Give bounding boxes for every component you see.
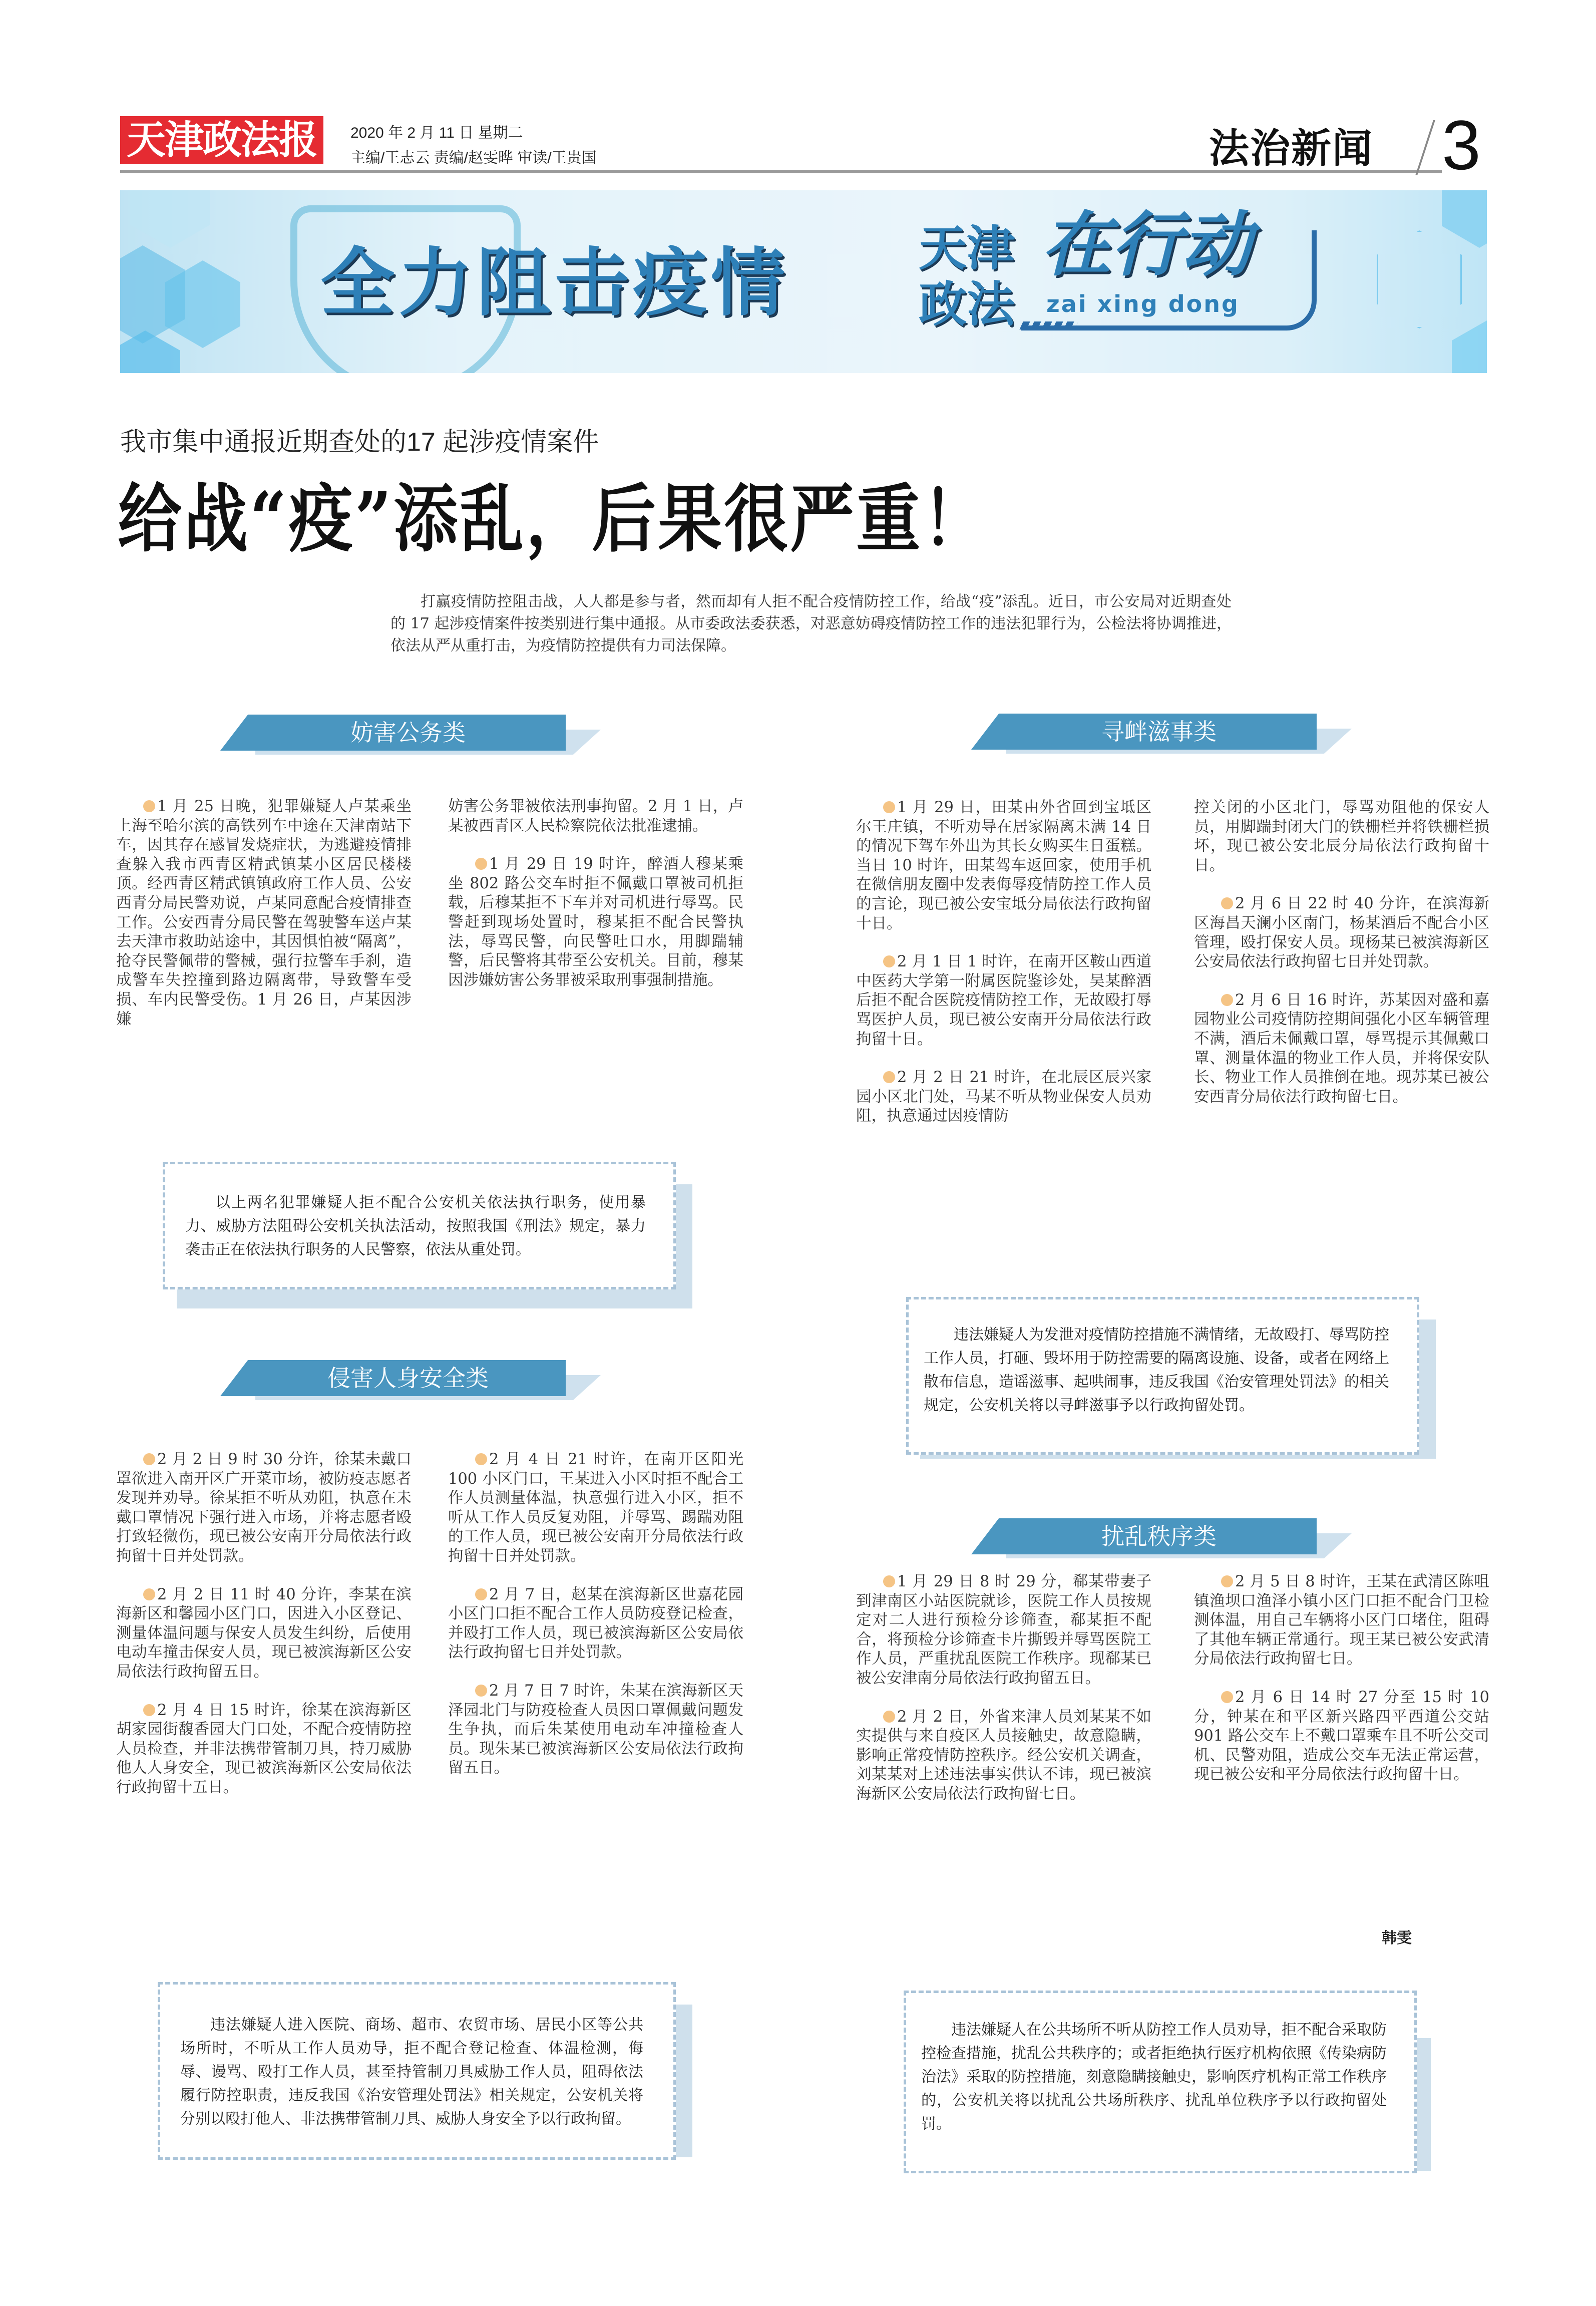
- hexagon-decoration: [1452, 320, 1487, 373]
- bullet-dot-icon: [883, 1575, 895, 1587]
- section-label: 寻衅滋事类: [1101, 718, 1217, 745]
- case-item: 2 月 7 日，赵某在滨海新区世嘉花园小区门口拒不配合工作人员防疫登记检查，并殴打工作人员，现已被滨海新区公安局依法行政拘留七日并处罚款。: [448, 1585, 743, 1662]
- case-item: 2 月 4 日 15 时许，徐某在滨海新区胡家园街馥香园大门口处，不配合疫情防控人员检查，并非法携带管制刀具，持刀威胁他人人身安全，现已被滨海新区公安局依法行政拘留十五日。: [116, 1701, 412, 1796]
- case-item: 2 月 2 日 21 时许，在北辰区辰兴家园小区北门处，马某不听从物业保安人员劝阻，执意通过因疫情防: [856, 1069, 1151, 1125]
- bullet-dot-icon: [475, 858, 487, 870]
- bullet-dot-icon: [475, 1685, 487, 1697]
- legal-note-text: 以上两名犯罪嫌疑人拒不配合公安机关依法执行职务，使用暴力、威胁方法阻碍公安机关执法活动，按照我国《刑法》规定，暴力袭击正在依法执行职务的人民警察，依法从重处罚。: [185, 1194, 646, 1258]
- disorder-col-2: [1194, 1572, 1489, 1804]
- banner-org-line1: 天津: [919, 220, 1015, 276]
- legal-note-text: 违法嫌疑人进入医院、商场、超市、农贸市场、居民小区等公共场所时，不听从工作人员劝导，拒不配合登记检查、体温检测，侮辱、谩骂、殴打工作人员，甚至持管制刀具威胁工作人员，阻碍依法履行防控职责，违反我国《治安管理处罚法》相关规定，公安机关将分别以殴打他人、非法携带管制刀具、威胁人身安全予以行政拘留。: [180, 2016, 643, 2128]
- newspaper-logo: 天津政法报: [120, 116, 323, 164]
- issue-date: 2020 年 2 月 11 日 星期二: [350, 125, 523, 141]
- bullet-dot-icon: [1221, 994, 1233, 1006]
- bullet-dot-icon: [475, 1588, 487, 1600]
- campaign-banner: [120, 190, 1487, 373]
- bullet-dot-icon: [883, 955, 895, 967]
- article-headline: 给战“疫”添乱，后果很严重！: [118, 476, 989, 563]
- bullet-dot-icon: [1221, 1575, 1233, 1587]
- case-item-continued: 妨害公务罪被依法刑事拘留。2 月 1 日，卢某被西青区人民检察院依法批准逮捕。: [448, 798, 743, 835]
- bullet-dot-icon: [1221, 1691, 1233, 1703]
- disorder-col-1: [856, 1572, 1151, 1823]
- legal-note-text: 违法嫌疑人为发泄对疫情防控措施不满情绪，无故殴打、辱骂防控工作人员，打砸、毁坏用于防控需要的隔离设施、设备，或者在网络上散布信息，造谣滋事、起哄闹事，违反我国《治安管理处罚法》的相关规定，公安机关将以寻衅滋事予以行政拘留处罚。: [924, 1326, 1389, 1414]
- banner-pinyin: zai xing dong: [1046, 290, 1240, 317]
- hexagon-decoration: [1377, 230, 1462, 328]
- case-item: 1 月 29 日，田某由外省回到宝坻区尔王庄镇，不听劝导在居家隔离未满 14 日的情况下驾车外出为其长女购买生日蛋糕。当日 10 时许，田某驾车返回家，使用手机在微信朋友圈中发表侮辱疫情防控工作人员的言论，现已被公安宝坻分局依法行政拘留十日。: [856, 799, 1151, 932]
- section-header-personal-safety: [220, 1360, 601, 1415]
- section-header-obstruct: [220, 715, 601, 770]
- banner-speed-lines: [1019, 321, 1078, 330]
- article-kicker: 我市集中通报近期查处的17 起涉疫情案件: [120, 428, 599, 457]
- article-intro: 打赢疫情防控阻击战，人人都是参与者，然而却有人拒不配合疫情防控工作，给战“疫”添乱。近日，市公安局对近期查处的 17 起涉疫情案件按类别进行集中通报。从市委政法委获悉，对恶意妨碍疫情防控工作的违法犯罪行为，公检法将协调推进，依法从严从重打击，为疫情防控提供有力司法保障。: [390, 593, 1232, 654]
- banner-org-line2: 政法: [919, 276, 1015, 333]
- section-label: 妨害公务类: [350, 719, 466, 746]
- case-item: 2 月 2 日，外省来津人员刘某某不如实提供与来自疫区人员接触史，故意隐瞒，影响正常疫情防控秩序。经公安机关调查，刘某某对上述违法事实供认不讳，现已被滨海新区公安局依法行政拘留七日。: [856, 1708, 1151, 1803]
- section-header-disorder: [971, 1518, 1352, 1573]
- banner-slogan: 在行动: [1041, 204, 1252, 286]
- section-label: 侵害人身安全类: [327, 1365, 489, 1392]
- case-item: 2 月 4 日 21 时许，在南开区阳光 100 小区门口，王某进入小区时拒不配合工作人员测量体温，执意强行进入小区，拒不听从工作人员反复劝阻，并辱骂、踢踹劝阻的工作人员，现已被公安南开分局依法行政拘留十日并处罚款。: [448, 1451, 743, 1565]
- case-item: 2 月 7 日 7 时许，朱某在滨海新区天泽园北门与防疫检查人员因口罩佩戴问题发生争执，而后朱某使用电动车冲撞检查人员。现朱某已被滨海新区公安局依法行政拘留五日。: [448, 1682, 743, 1777]
- bullet-dot-icon: [143, 800, 155, 812]
- bullet-dot-icon: [883, 1711, 895, 1723]
- author-byline: 韩雯: [1382, 1929, 1412, 1947]
- case-item: 2 月 6 日 22 时 40 分许，在滨海新区海昌天澜小区南门，杨某酒后不配合小区管理，殴打保安人员。现杨某已被滨海新区公安局依法行政拘留七日并处罚款。: [1194, 895, 1489, 971]
- bullet-dot-icon: [475, 1453, 487, 1465]
- bullet-dot-icon: [883, 1071, 895, 1083]
- section-label: 扰乱秩序类: [1101, 1523, 1217, 1550]
- legal-note-text: 违法嫌疑人在公共场所不听从防控工作人员劝导，拒不配合采取防控检查措施，扰乱公共秩序的；或者拒绝执行医疗机构依照《传染病防治法》采取的防控措施，刻意隐瞒接触史，影响医疗机构正常工作秩序的，公安机关将以扰乱公共场所秩序、扰乱单位秩序予以行政拘留处罚。: [921, 2021, 1387, 2133]
- case-item: 2 月 5 日 8 时许，王某在武清区陈咀镇渔坝口渔泽小镇小区门口拒不配合门卫检测体温，用自己车辆将小区门口堵住，阻碍了其他车辆正常通行。现王某已被公安武清分局依法行政拘留七日。: [1194, 1573, 1489, 1668]
- hexagon-decoration: [1442, 190, 1487, 248]
- case-item: 1 月 29 日 19 时许，醉酒人穆某乘坐 802 路公交车时拒不佩戴口罩被司机拒载，后穆某拒不下车并对司机进行辱骂。民警赶到现场处置时，穆某拒不配合民警执法，辱骂民警，向民警吐口水，用脚踹辅警，后民警将其带至公安机关。目前，穆某因涉嫌妨害公务罪被采取刑事强制措施。: [448, 855, 743, 989]
- banner-org: [919, 220, 1029, 333]
- provoke-col-2: [1194, 798, 1489, 1126]
- bullet-dot-icon: [143, 1704, 155, 1716]
- case-item: 2 月 2 日 11 时 40 分许，李某在滨海新区和馨园小区门口，因进入小区登记、测量体温问题与保安人员发生纠纷，后使用电动车撞击保安人员，现已被滨海新区公安局依法行政拘留五日。: [116, 1585, 412, 1681]
- banner-title: 全力阻击疫情: [320, 240, 789, 326]
- case-item: 2 月 1 日 1 时许，在南开区鞍山西道中医药大学第一附属医院鉴诊处，吴某醉酒后拒不配合医院疫情防控工作，无故殴打辱骂医护人员，现已被公安南开分局依法行政拘留十日。: [856, 953, 1151, 1048]
- hexagon-decoration: [120, 331, 180, 373]
- header-divider: [1415, 120, 1435, 175]
- personal-safety-col-2: [448, 1450, 743, 1797]
- section-header-provoke: [971, 714, 1352, 769]
- bullet-dot-icon: [1221, 897, 1233, 909]
- bullet-dot-icon: [143, 1453, 155, 1465]
- obstruct-col-1: [116, 797, 412, 1048]
- case-item: 2 月 6 日 16 时许，苏某因对盛和嘉园物业公司疫情防控期间强化小区车辆管理不满，酒后未佩戴口罩，辱骂提示其佩戴口罩、测量体温的物业工作人员，并将保安队长、物业工作人员推倒在地。现苏某已被公安西青分局依法行政拘留七日。: [1194, 991, 1489, 1106]
- provoke-col-1: [856, 798, 1151, 1145]
- obstruct-col-2: [448, 797, 743, 1009]
- case-item: 2 月 2 日 9 时 30 分许，徐某未戴口罩欲进入南开区广开菜市场，被防疫志愿者发现并劝导。徐某拒不听从劝阻，执意在未戴口罩情况下强行进入市场，并将志愿者殴打致轻微伤，现已被公安南开分局依法行政拘留十日并处罚款。: [116, 1451, 412, 1565]
- case-item: 1 月 25 日晚，犯罪嫌疑人卢某乘坐上海至哈尔滨的高铁列车中途在天津南站下车，因其存在感冒发烧症状，为逃避疫情排查躲入我市西青区精武镇某小区居民楼楼顶。经西青区精武镇镇政府工作人员、公安西青分局民警劝说，卢某同意配合疫情排查工作。公安西青分局民警在驾驶警车送卢某去天津市救助站途中，其因惧怕被“隔离”，抢夺民警佩带的警械，强行拉警车手刹，造成警车失控撞到路边隔离带，导致警车受损、车内民警受伤。1 月 26 日，卢某因涉嫌: [116, 798, 412, 1028]
- bullet-dot-icon: [143, 1588, 155, 1600]
- bullet-dot-icon: [883, 801, 895, 813]
- case-item: 1 月 29 日 8 时 29 分，郗某带妻子到津南区小站医院就诊，医院工作人员按规定对二人进行预检分诊筛查，郗某拒不配合，将预检分诊筛查卡片撕毁并辱骂医院工作人员，严重扰乱医院工作秩序。现郗某已被公安津南分局依法行政拘留五日。: [856, 1573, 1151, 1687]
- case-item: 2 月 6 日 14 时 27 分至 15 时 10 分，钟某在和平区新兴路四平西道公交站 901 路公交车上不戴口罩乘车且不听公交司机、民警劝阻，造成公交车无法正常运营，现已被公安和平分局依法行政拘留十日。: [1194, 1688, 1489, 1784]
- hexagon-decoration: [130, 190, 210, 248]
- personal-safety-col-1: [116, 1450, 412, 1817]
- page-section-name: 法治新闻: [1209, 125, 1373, 172]
- page-number: 3: [1442, 106, 1481, 184]
- editors-credit: 主编/王志云 责编/赵雯晔 审读/王贵国: [350, 150, 597, 166]
- case-item-continued: 控关闭的小区北门，辱骂劝阻他的保安人员，用脚踹封闭大门的铁栅栏并将铁栅栏损坏，现已被公安北辰分局依法行政拘留十日。: [1194, 799, 1489, 874]
